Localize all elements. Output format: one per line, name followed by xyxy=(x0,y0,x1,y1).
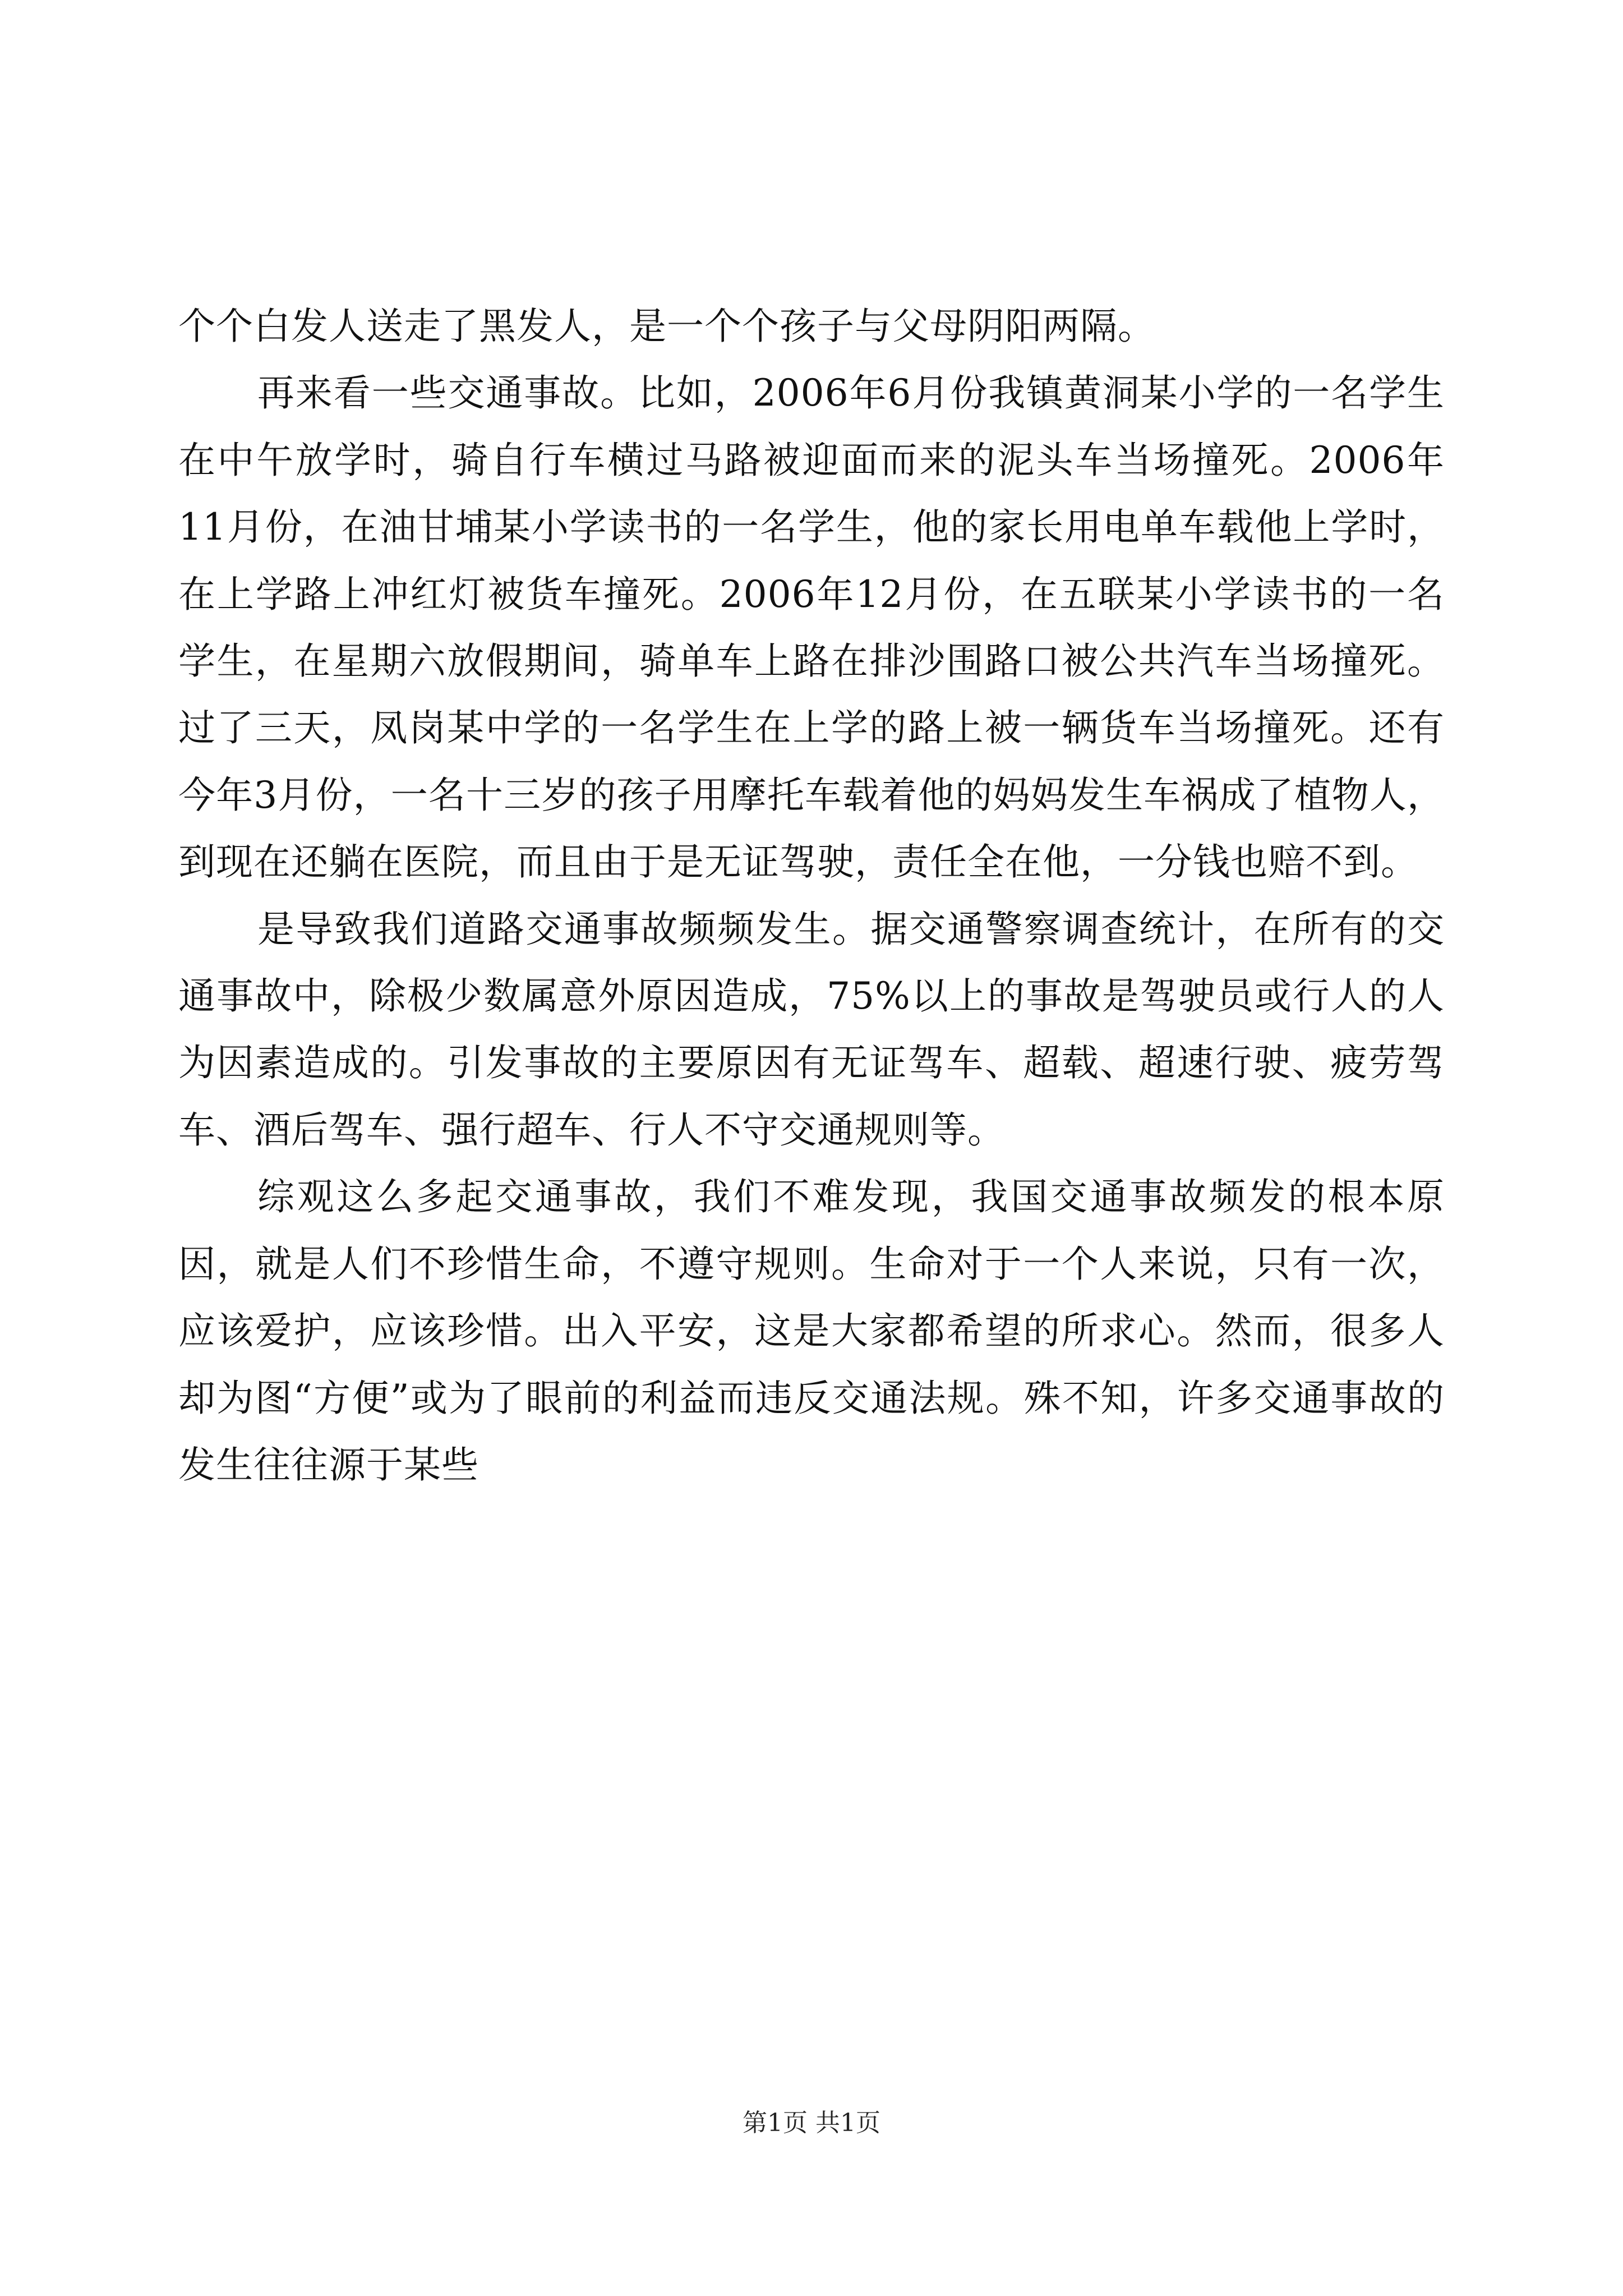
paragraph-root-cause: 综观这么多起交通事故，我们不难发现，我国交通事故频发的根本原因，就是人们不珍惜生命，不遵守规则。生命对于一个人来说，只有一次，应该爱护，应该珍惜。出入平安，这是大家都希望的所求心。然而，很多人却为图“方便”或为了眼前的利益而违反交通法规。殊不知，许多交通事故的发生往往源于某些 xyxy=(178,1175,1445,1487)
page-footer: 第1页 共1页 xyxy=(743,2109,880,2137)
paragraph-continuation: 个个白发人送走了黑发人，是一个个孩子与父母阴阳两隔。 xyxy=(178,305,1155,348)
paragraph-accident-examples: 再来看一些交通事故。比如，2006年6月份我镇黄洞某小学的一名学生在中午放学时，骑自行车横过马路被迎面而来的泥头车当场撞死。2006年11月份，在油甘埔某小学读书的一名学生，他的家长用电单车载他上学时，在上学路上冲红灯被货车撞死。2006年12月份，在五联某小学读书的一名学生，在星期六放假期间，骑单车上路在排沙围路口被公共汽车当场撞死。过了三天，凤岗某中学的一名学生在上学的路上被一辆货车当场撞死。还有今年3月份，一名十三岁的孩子用摩托车载着他的妈妈发生车祸成了植物人，到现在还躺在医院，而且由于是无证驾驶，责任全在他，一分钱也赔不到。 xyxy=(178,371,1445,884)
paragraph-accident-causes: 是导致我们道路交通事故频频发生。据交通警察调查统计，在所有的交通事故中，除极少数属意外原因造成，75%以上的事故是驾驶员或行人的人为因素造成的。引发事故的主要原因有无证驾车、超载、超速行驶、疲劳驾车、酒后驾车、强行超车、行人不守交通规则等。 xyxy=(178,907,1445,1152)
document-body xyxy=(178,293,1445,1498)
